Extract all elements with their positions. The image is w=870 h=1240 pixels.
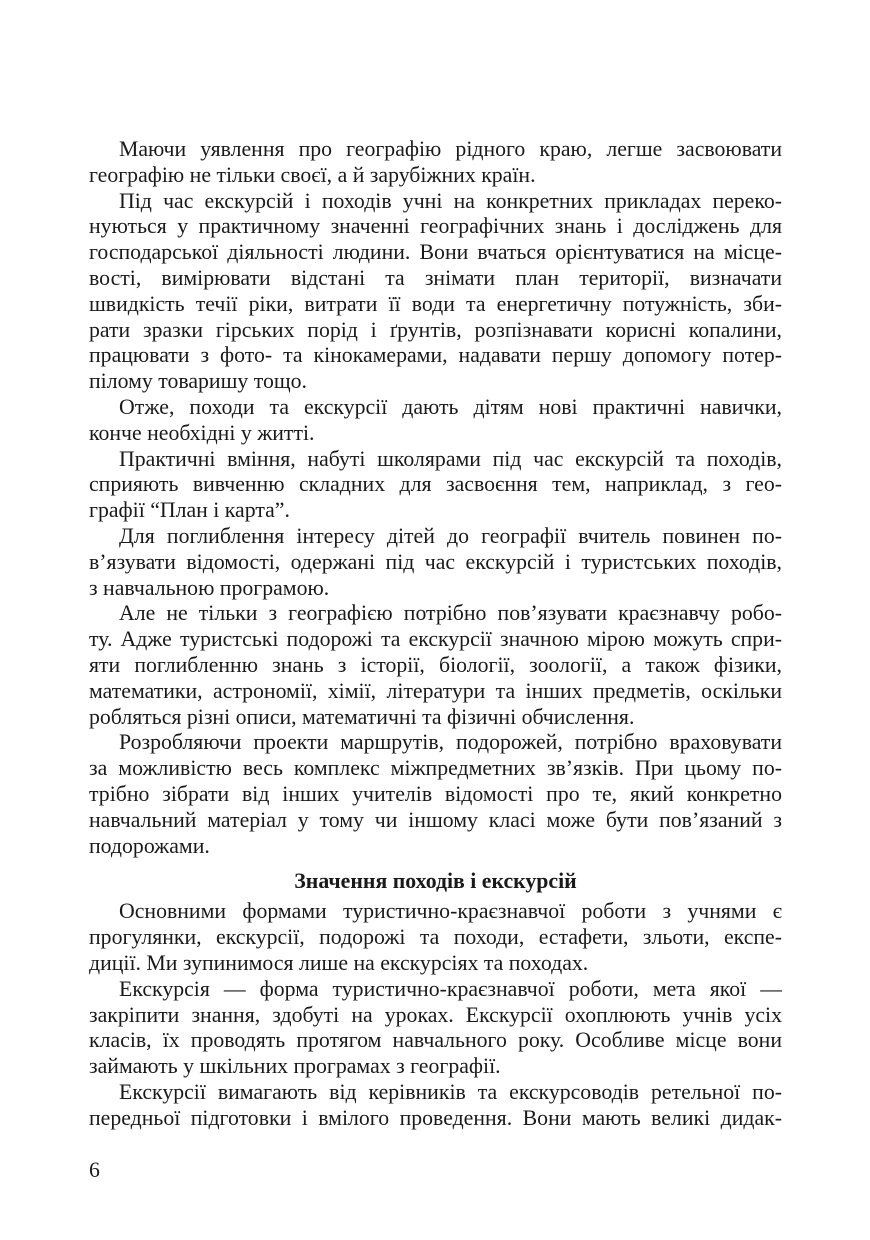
paragraph (89, 524, 782, 601)
text-line: класів, їх проводять протягом навчального року. Особливе місце вони (89, 1028, 782, 1053)
page-number: 6 (89, 1158, 100, 1182)
paragraph (89, 447, 782, 524)
text-line: Практичні вміння, набуті школярами під час екскурсій та походів, (119, 446, 782, 471)
text-line: рати зразки гірських порід і ґрунтів, розпізнавати корисні копалини, (89, 317, 782, 342)
paragraph (89, 899, 782, 976)
text-line: Під час екскурсій і походів учні на конкретних прикладах переко- (119, 188, 782, 213)
text-line: швидкість течії ріки, витрати її води та енергетичну потужність, зби- (89, 291, 782, 316)
paragraph (89, 395, 782, 447)
text-line: Екскурсії вимагають від керівників та екскурсоводів ретельної по- (119, 1079, 782, 1104)
text-line: Маючи уявлення про географію рідного краю, легше засвоювати (119, 137, 782, 161)
text-line: Екскурсія — форма туристично-краєзнавчої роботи, мета якої — (119, 976, 782, 1001)
text-line: навчальний матеріал у тому чи іншому класі може бути пов’язаний з (89, 807, 782, 832)
page-body (89, 137, 782, 1131)
text-line: пілому товаришу тощо. (89, 369, 308, 394)
section-heading: Значення походів і екскурсій (294, 869, 577, 894)
text-line: Для поглиблення інтересу дітей до географії вчитель повинен по- (119, 523, 782, 548)
text-line: подорожами. (89, 833, 210, 858)
paragraph (89, 137, 782, 189)
text-line: трібно зібрати від інших учителів відомості про те, який конкретно (89, 781, 782, 806)
text-line: займають у шкільних програмах з географії. (89, 1054, 501, 1079)
text-line: географію не тільки своєї, а й зарубіжних країн. (89, 162, 536, 187)
text-line: за можливістю весь комплекс міжпредметних зв’язків. При цьому по- (89, 756, 782, 781)
text-line: прогулянки, екскурсії, подорожі та походи, естафети, зльоти, експе- (89, 925, 782, 950)
text-line: з навчальною програмою. (89, 575, 330, 600)
text-line: Розробляючи проекти маршрутів, подорожей, потрібно враховувати (119, 730, 782, 755)
text-line: Отже, походи та екскурсії дають дітям нові практичні навички, (119, 394, 782, 419)
paragraph (89, 730, 782, 859)
text-line: ту. Адже туристські подорожі та екскурсії значною мірою можуть спри- (89, 627, 782, 652)
paragraph (89, 601, 782, 730)
section-before-heading (89, 137, 782, 859)
text-line: математики, астрономії, хімії, літератури та інших предметів, оскільки (89, 678, 782, 703)
text-line: в’язувати відомості, одержані під час екскурсій і туристських походів, (89, 549, 782, 574)
text-line: нуються у практичному значенні географічних знань і досліджень для (89, 214, 782, 239)
text-line: Але не тільки з географією потрібно пов’язувати краєзнавчу робо- (119, 601, 782, 626)
text-line: яти поглибленню знань з історії, біології, зоології, а також фізики, (89, 652, 782, 677)
text-line: графії “План і карта”. (89, 498, 290, 523)
text-line: сприяють вивченню складних для засвоєння тем, наприклад, з гео- (89, 472, 782, 497)
text-line: вості, вимірювати відстані та знімати план території, визначати (89, 265, 782, 290)
text-line: Основними формами туристично-краєзнавчої роботи з учнями є (119, 899, 782, 924)
paragraph (89, 977, 782, 1080)
text-line: працювати з фото- та кінокамерами, надавати першу допомогу потер- (89, 343, 782, 368)
text-line: передньої підготовки і вмілого проведення. Вони мають великі дидак- (89, 1105, 782, 1130)
text-line: робляться різні описи, математичні та фізичні обчислення. (89, 704, 635, 729)
text-line: диції. Ми зупинимося лише на екскурсіях та походах. (89, 950, 589, 975)
paragraph (89, 189, 782, 395)
text-line: господарської діяльності людини. Вони вчаться орієнтуватися на місце- (89, 240, 782, 265)
paragraph (89, 1080, 782, 1132)
text-line: конче необхідні у житті. (89, 420, 315, 445)
section-after-heading (89, 899, 782, 1131)
text-line: закріпити знання, здобуті на уроках. Екскурсії охоплюють учнів усіх (89, 1002, 782, 1027)
